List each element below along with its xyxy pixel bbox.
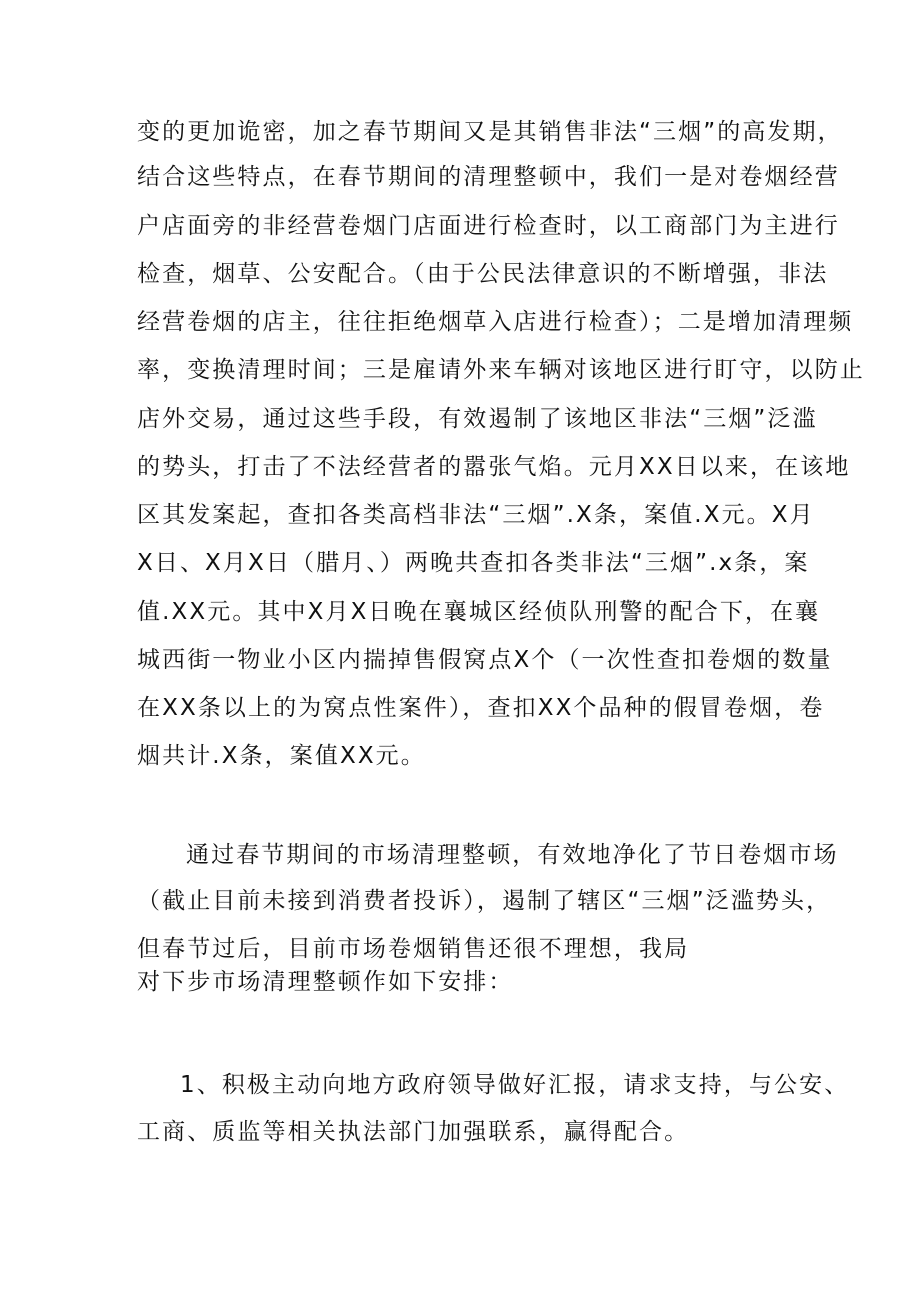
- paragraph-1-line-12: 城西街一物业小区内揣掉售假窝点X个（一次性查扣卷烟的数量: [137, 647, 833, 673]
- paragraph-1-line-2: 结合这些特点，在春节期间的清理整顿中，我们一是对卷烟经营: [137, 164, 840, 190]
- paragraph-1-line-4: 检查，烟草、公安配合。（由于公民法律意识的不断增强，非法: [137, 261, 829, 287]
- paragraph-1-line-13: 在XX条以上的为窝点性案件），查扣XX个品种的假冒卷烟，卷: [137, 695, 825, 721]
- paragraph-1-line-1: 变的更加诡密，加之春节期间又是其销售非法“三烟”的高发期，: [137, 119, 843, 145]
- paragraph-2-line-2: （截止目前未接到消费者投诉），遏制了辖区“三烟”泛滥势头，: [137, 888, 832, 914]
- paragraph-1-line-7: 店外交易，通过这些手段，有效遏制了该地区非法“三烟”泛滥: [137, 406, 818, 432]
- paragraph-1-line-10: X日、X月X日（腊月、）两晚共查扣各类非法“三烟”.x条，案: [137, 550, 810, 576]
- paragraph-1-line-6: 率，变换清理时间；三是雇请外来车辆对该地区进行盯守，以防止: [137, 357, 865, 383]
- paragraph-1-line-5: 经营卷烟的店主，往往拒绝烟草入店进行检查）；二是增加清理频: [137, 309, 854, 335]
- paragraph-3-line-1: 1、积极主动向地方政府领导做好汇报，请求支持，与公安、: [180, 1072, 850, 1098]
- paragraph-1-line-14: 烟共计.X条，案值XX元。: [137, 743, 426, 769]
- paragraph-1-line-9: 区其发案起，查扣各类高档非法“三烟”.X条，案值.X元。X月: [137, 502, 815, 528]
- paragraph-1-line-8: 的势头，打击了不法经营者的嚣张气焰。元月XX日以来，在该地: [137, 454, 851, 480]
- paragraph-2-line-3: 但春节过后，目前市场卷烟销售还很不理想，我局: [137, 936, 690, 962]
- paragraph-1-line-11: 值.XX元。其中X月X日晚在襄城区经侦队刑警的配合下，在襄: [137, 599, 821, 625]
- paragraph-3-line-2: 工商、质监等相关执法部门加强联系，赢得配合。: [137, 1119, 690, 1145]
- paragraph-2-line-1: 通过春节期间的市场清理整顿，有效地净化了节日卷烟市场: [186, 842, 839, 868]
- paragraph-2-line-4: 对下步市场清理整顿作如下安排：: [137, 969, 514, 995]
- paragraph-1-line-3: 户店面旁的非经营卷烟门店面进行检查时，以工商部门为主进行: [137, 213, 840, 239]
